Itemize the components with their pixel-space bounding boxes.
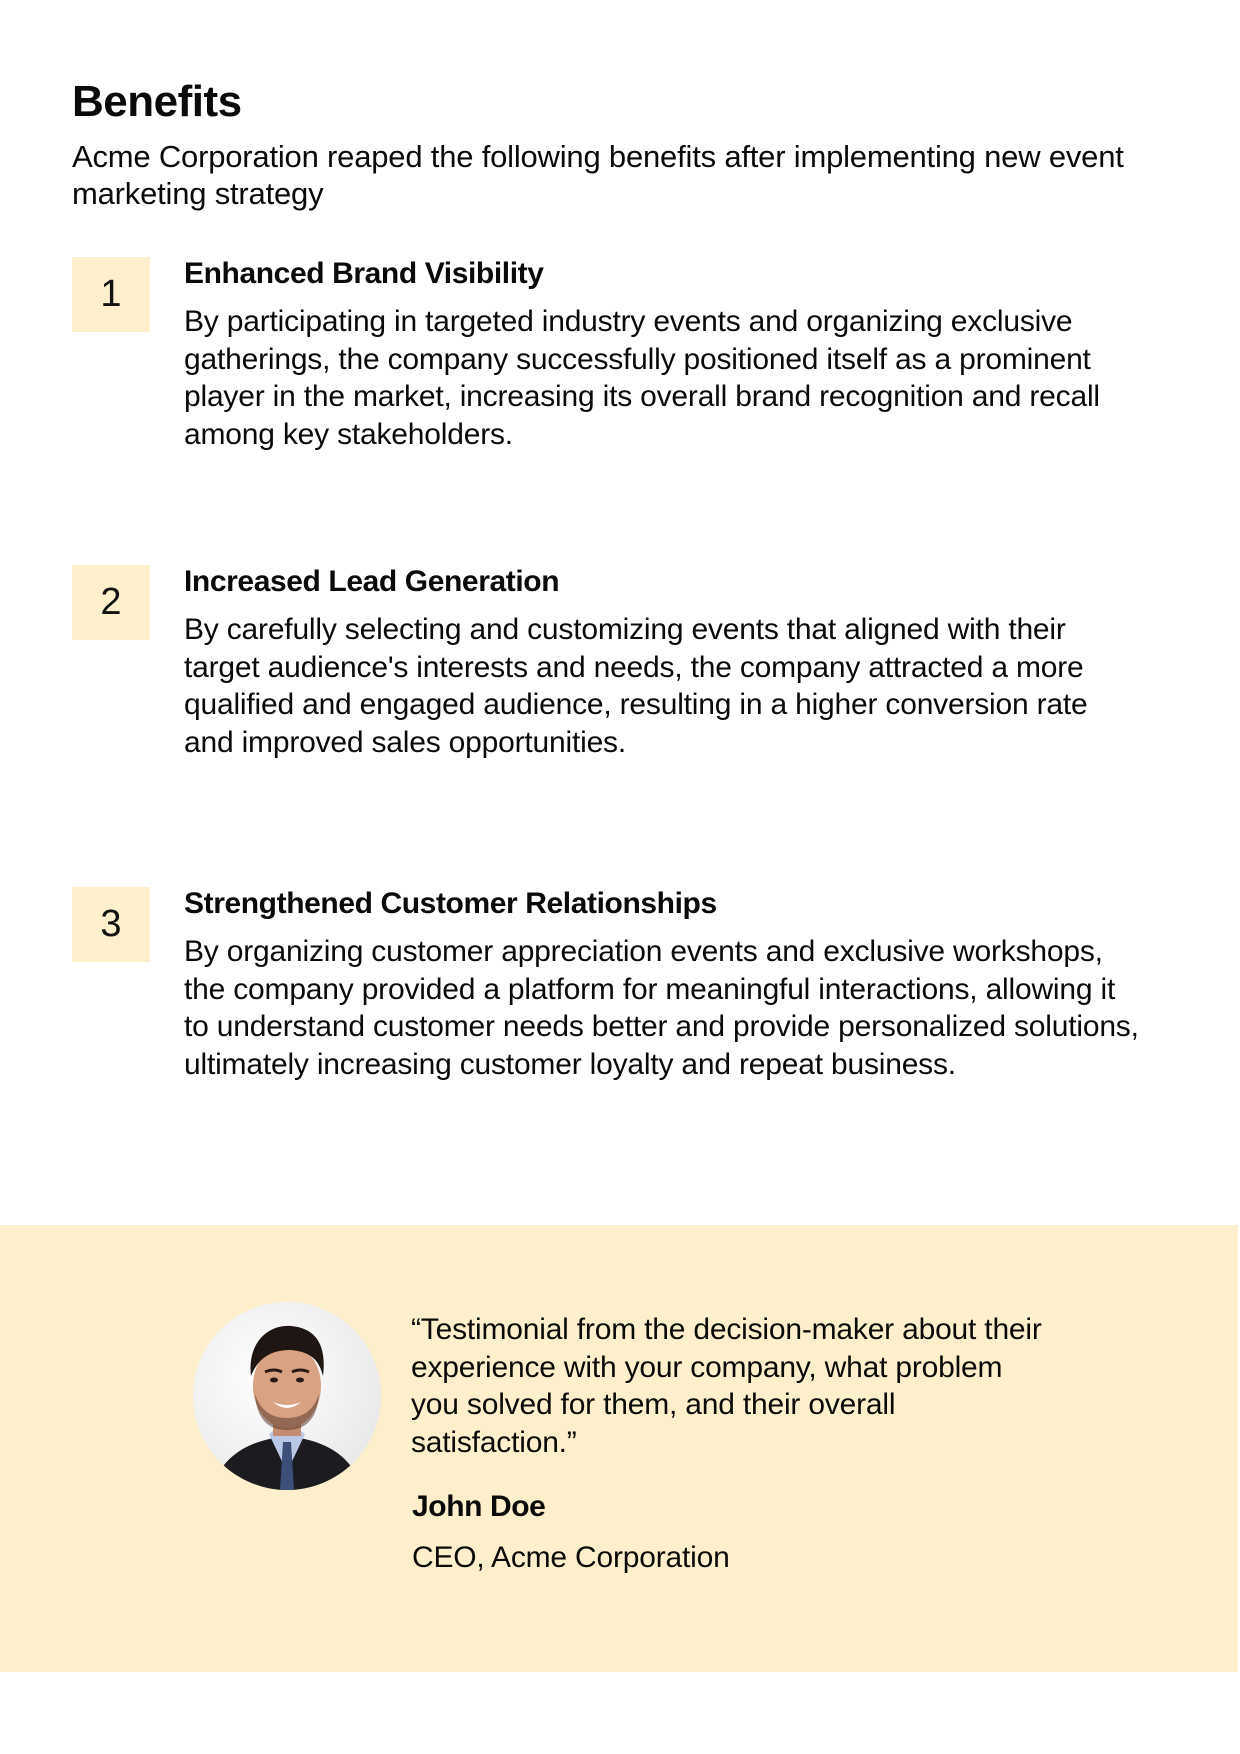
avatar <box>193 1302 381 1490</box>
benefit-text: By participating in targeted industry events and organizing exclusive gatherings, the company successfully positioned itself as a prominent player in the market, increasing its overall brand recognition and recall among key stakeholders. <box>184 305 1100 451</box>
benefit-text: By organizing customer appreciation events and exclusive workshops, the company provided a platform for meaningful interactions, allowing it to understand customer needs better and provide personalized solutions, ultimately increasing customer loyalty and repeat business. <box>184 935 1139 1081</box>
benefit-title: Strengthened Customer Relationships <box>184 887 717 920</box>
benefit-title: Increased Lead Generation <box>184 565 560 598</box>
intro-text: Acme Corporation reaped the following benefits after implementing new event marketing strategy <box>72 139 1124 211</box>
testimonial-section <box>0 1225 1238 1672</box>
benefit-body <box>184 887 1144 1083</box>
author-role: CEO, Acme Corporation <box>412 1541 730 1574</box>
benefit-body <box>184 565 1144 761</box>
benefit-text: By carefully selecting and customizing events that aligned with their target audience's interests and needs, the company attracted a more qualified and engaged audience, resulting in a higher conversion rate and improved sales opportunities. <box>184 613 1088 759</box>
author-name: John Doe <box>412 1490 546 1523</box>
benefit-body <box>184 257 1144 453</box>
number-badge: 1 <box>72 257 150 332</box>
number-badge: 2 <box>72 565 150 640</box>
person-photo-icon <box>193 1302 381 1490</box>
benefit-title: Enhanced Brand Visibility <box>184 257 544 290</box>
testimonial-quote: “Testimonial from the decision-maker about their experience with your company, what problem you solved for them, and their overall satisfaction.” <box>411 1313 1042 1459</box>
number-badge: 3 <box>72 887 150 962</box>
page-title: Benefits <box>72 77 242 126</box>
